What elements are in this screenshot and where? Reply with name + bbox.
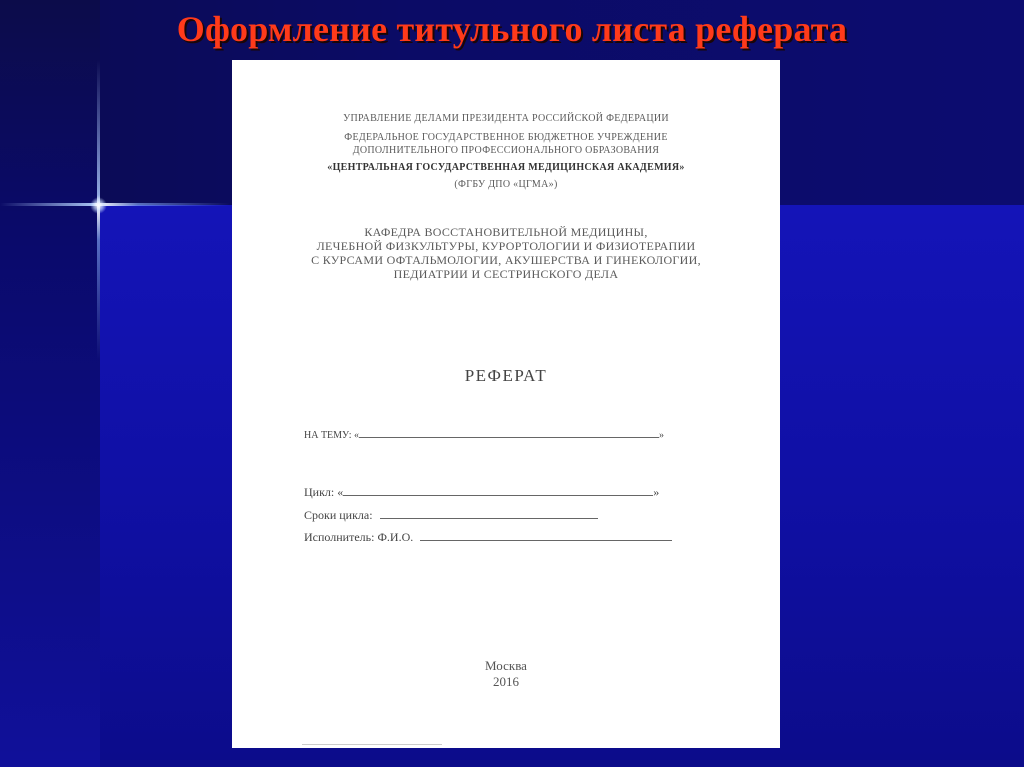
title-page-document xyxy=(232,60,780,748)
header-line-institution-type: ФЕДЕРАЛЬНОЕ ГОСУДАРСТВЕННОЕ БЮДЖЕТНОЕ УЧРЕЖДЕНИЕ xyxy=(344,132,668,143)
year-label: 2016 xyxy=(493,674,519,689)
dates-field xyxy=(304,507,598,523)
document-footer xyxy=(232,658,780,690)
background-left-strip xyxy=(0,0,100,767)
city-label: Москва xyxy=(485,658,527,673)
work-type-heading xyxy=(232,366,780,386)
department-line-3: С КУРСАМИ ОФТАЛЬМОЛОГИИ, АКУШЕРСТВА И ГИНЕКОЛОГИИ, xyxy=(311,253,701,267)
department-line-4: ПЕДИАТРИИ И СЕСТРИНСКОГО ДЕЛА xyxy=(393,267,619,281)
header-line-ministry: УПРАВЛЕНИЕ ДЕЛАМИ ПРЕЗИДЕНТА РОССИЙСКОЙ ФЕДЕРАЦИИ xyxy=(343,113,669,124)
document-header xyxy=(232,112,780,191)
author-label: Исполнитель: Ф.И.О. xyxy=(304,530,414,544)
dates-label: Сроки цикла: xyxy=(304,508,373,522)
slide-title: Оформление титульного листа реферата xyxy=(176,9,848,49)
header-line-abbreviation: (ФГБУ ДПО «ЦГМА») xyxy=(454,179,558,190)
dates-blank-line xyxy=(380,507,598,519)
cycle-label: Цикл: « xyxy=(304,485,344,499)
work-type-label: РЕФЕРАТ xyxy=(464,366,548,385)
author-blank-line xyxy=(420,529,672,541)
department-line-1: КАФЕДРА ВОССТАНОВИТЕЛЬНОЙ МЕДИЦИНЫ, xyxy=(364,225,648,239)
cycle-field xyxy=(304,484,659,500)
topic-close-quote: » xyxy=(659,430,665,441)
light-flare-horizontal xyxy=(0,203,230,206)
cycle-blank-line xyxy=(343,484,653,496)
header-line-education: ДОПОЛНИТЕЛЬНОГО ПРОФЕССИОНАЛЬНОГО ОБРАЗОВАНИЯ xyxy=(352,145,660,156)
topic-field xyxy=(304,426,664,441)
topic-label: НА ТЕМУ: « xyxy=(304,430,360,441)
page-bottom-artifact-line xyxy=(302,744,442,745)
header-line-academy: «ЦЕНТРАЛЬНАЯ ГОСУДАРСТВЕННАЯ МЕДИЦИНСКАЯ АКАДЕМИЯ» xyxy=(327,162,685,173)
department-block xyxy=(232,225,780,281)
department-line-2: ЛЕЧЕБНОЙ ФИЗКУЛЬТУРЫ, КУРОРТОЛОГИИ И ФИЗИОТЕРАПИИ xyxy=(316,239,696,253)
light-flare-core xyxy=(90,197,107,214)
topic-blank-line xyxy=(359,426,659,438)
author-field xyxy=(304,529,672,545)
cycle-close-quote: » xyxy=(653,485,660,499)
